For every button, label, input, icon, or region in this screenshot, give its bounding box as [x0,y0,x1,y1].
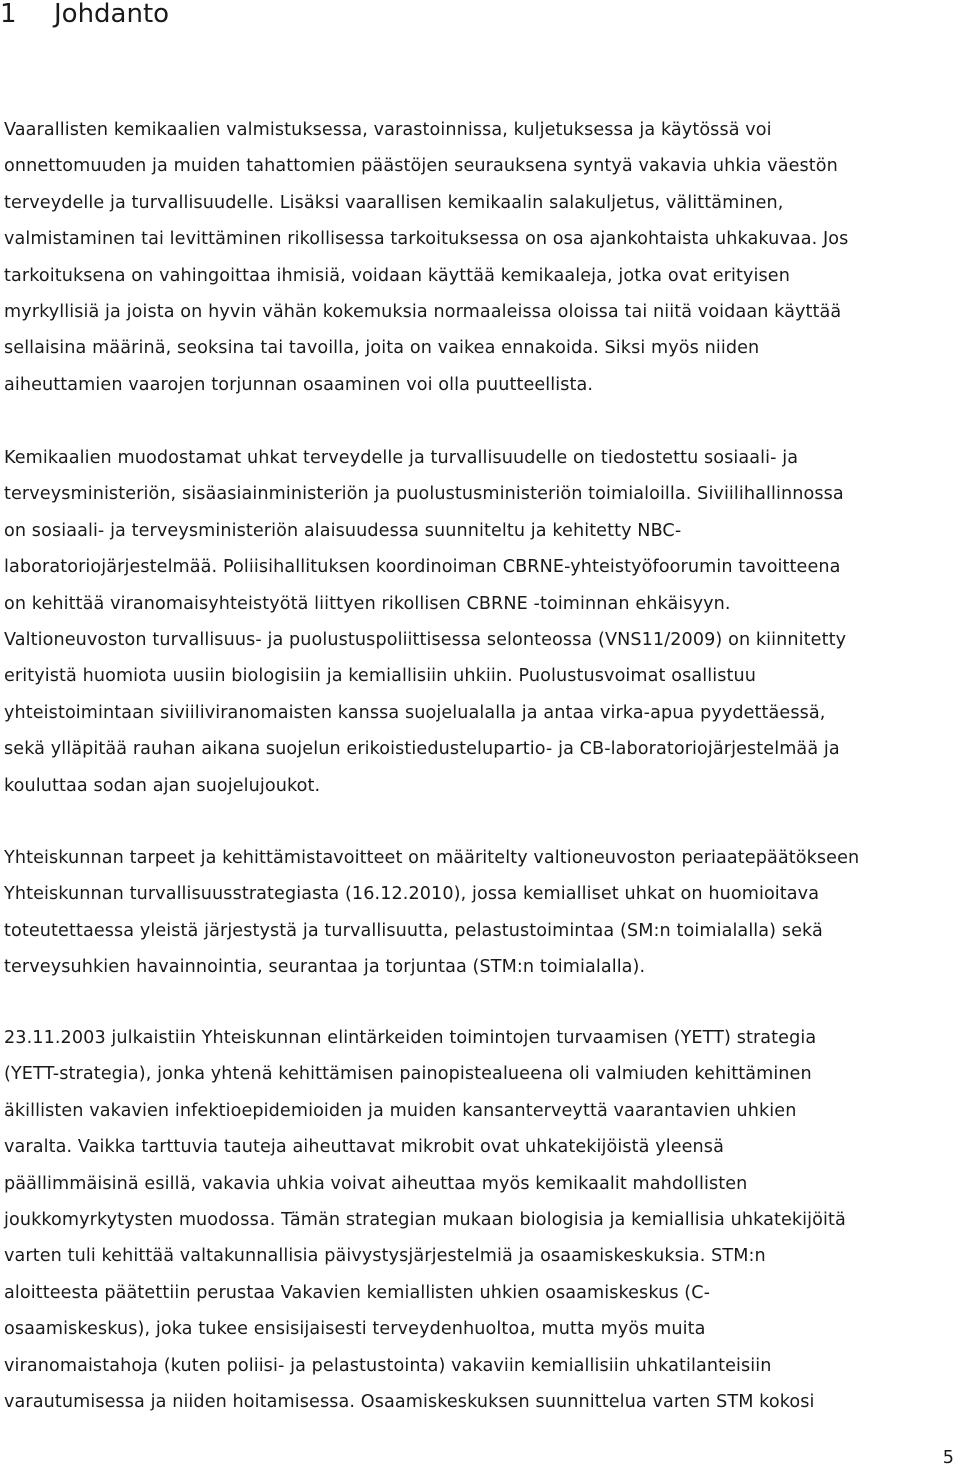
text-line: varten tuli kehittää valtakunnallisia päivystysjärjestelmiä ja osaamiskeskuksia. STM:n [4,1246,766,1267]
text-line: aloitteesta päätettiin perustaa Vakavien kemiallisten uhkien osaamiskeskus (C- [4,1282,711,1303]
text-line: toteutettaessa yleistä järjestystä ja turvallisuutta, pelastustoimintaa (SM:n toimialalla) sekä [4,920,823,941]
text-line: terveydelle ja turvallisuudelle. Lisäksi vaarallisen kemikaalin salakuljetus, välittäminen, [4,192,784,213]
text-line: erityistä huomiota uusiin biologisiin ja kemiallisiin uhkiin. Puolustusvoimat osallistuu [4,666,756,687]
page-number: 5 [942,1448,954,1468]
text-line: sellaisina määrinä, seoksina tai tavoilla, joita on vaikea ennakoida. Siksi myös niiden [4,338,760,359]
text-line: Valtioneuvoston turvallisuus- ja puolustuspoliittisessa selonteossa (VNS11/2009) on kiinnitetty [4,630,847,650]
section-heading [0,0,169,30]
section-number: 1 [0,0,17,29]
text-line: joukkomyrkytysten muodossa. Tämän strategian mukaan biologisia ja kemiallisia uhkatekijöitä [4,1210,846,1230]
text-line: on kehittää viranomaisyhteistyötä liittyen rikollisen CBRNE -toiminnan ehkäisyyn. [4,593,731,614]
text-line: päällimmäisinä esillä, vakavia uhkia voivat aiheuttaa myös kemikaalit mahdollisten [4,1173,748,1194]
text-line: (YETT-strategia), jonka yhtenä kehittämisen painopistealueena oli valmiuden kehittäminen [4,1064,812,1085]
text-line: aiheuttamien vaarojen torjunnan osaaminen voi olla puutteellista. [4,374,594,395]
text-line: sekä ylläpitää rauhan aikana suojelun erikoistiedustelupartio- ja CB-laboratoriojärjestelmää ja [4,739,840,760]
text-line: varalta. Vaikka tarttuvia tauteja aiheuttavat mikrobit ovat uhkatekijöistä yleensä [4,1137,724,1158]
text-line: myrkyllisiä ja joista on hyvin vähän kokemuksia normaaleissa oloissa tai niitä voidaan käyttää [4,302,842,322]
text-line: viranomaistahoja (kuten poliisi- ja pelastustointa) vakaviin kemiallisiin uhkatilanteisiin [4,1355,772,1376]
text-line: laboratoriojärjestelmää. Poliisihallituksen koordinoiman CBRNE-yhteistyöfoorumin tavoitteena [4,557,841,578]
text-line: terveysuhkien havainnointia, seurantaa ja torjuntaa (STM:n toimialalla). [4,957,646,978]
text-line: Yhteiskunnan turvallisuusstrategiasta (16.12.2010), jossa kemialliset uhkat on huomioitava [4,884,820,905]
text-line: osaamiskeskus), joka tukee ensisijaisesti terveydenhuoltoa, mutta myös muita [4,1319,706,1340]
section-title: Johdanto [54,0,170,29]
text-line: onnettomuuden ja muiden tahattomien päästöjen seurauksena syntyä vakavia uhkia väestön [4,156,838,177]
text-line: yhteistoimintaan siviiliviranomaisten kanssa suojelualalla ja antaa virka-apua pyydettäessä, [4,702,826,723]
text-line: kouluttaa sodan ajan suojelujoukot. [4,775,321,796]
text-line: varautumisessa ja niiden hoitamisessa. Osaamiskeskuksen suunnittelua varten STM kokosi [4,1392,815,1412]
text-line: valmistaminen tai levittäminen rikollisessa tarkoituksessa on osa ajankohtaista uhkakuvaa. Jos [4,229,849,250]
text-line: tarkoituksena on vahingoittaa ihmisiä, voidaan käyttää kemikaaleja, jotka ovat erityisen [4,265,790,286]
text-line: Vaarallisten kemikaalien valmistuksessa, varastoinnissa, kuljetuksessa ja käytössä voi [4,120,772,140]
text-line: terveysministeriön, sisäasiainministeriön ja puolustusministeriön toimialoilla. Siviilihallinnossa [4,484,844,505]
text-line: Yhteiskunnan tarpeet ja kehittämistavoitteet on määritelty valtioneuvoston periaatepäätökseen [4,848,860,868]
text-line: on sosiaali- ja terveysministeriön alaisuudessa suunniteltu ja kehitetty NBC- [4,520,682,541]
text-line: Kemikaalien muodostamat uhkat terveydelle ja turvallisuudelle on tiedostettu sosiaali- ja [4,448,799,468]
text-line: 23.11.2003 julkaistiin Yhteiskunnan elintärkeiden toimintojen turvaamisen (YETT) strategia [4,1028,817,1048]
text-line: äkillisten vakavien infektioepidemioiden ja muiden kansanterveyttä vaarantavien uhkien [4,1100,797,1121]
